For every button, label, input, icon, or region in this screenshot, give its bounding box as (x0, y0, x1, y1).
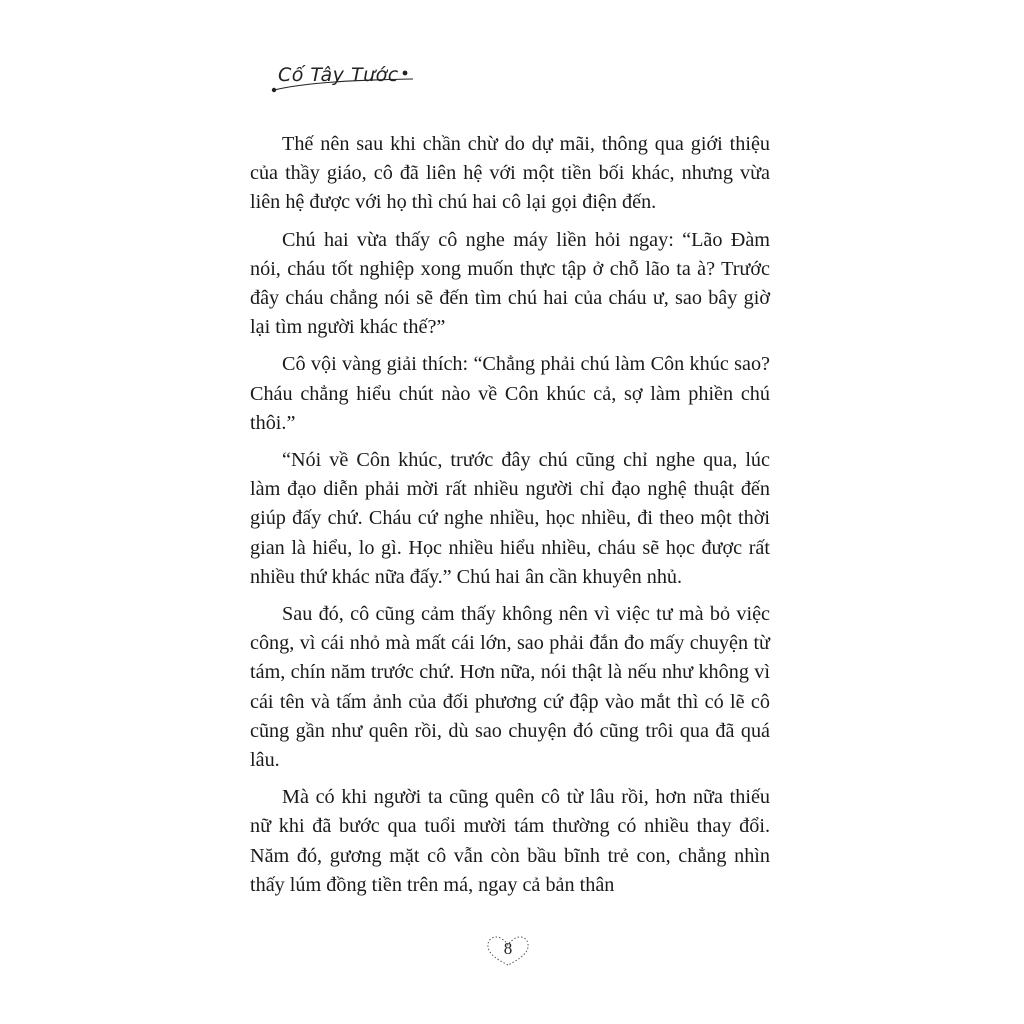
paragraph: Mà có khi người ta cũng quên cô từ lâu rồi, hơn nữa thiếu nữ khi đã bước qua tuổi mười tám thường có nhiều thay đổi. Năm đó, gương mặt cô vẫn còn bầu bĩnh trẻ con, chẳng nhìn thấy lúm đồng tiền trên má, ngay cả bản thân (250, 786, 770, 896)
running-header (268, 62, 428, 98)
book-title: Cố Tây Tước (278, 64, 399, 86)
page-body-text (250, 130, 770, 908)
page-number-badge (484, 932, 532, 968)
paragraph: Thế nên sau khi chần chừ do dự mãi, thông qua giới thiệu của thầy giáo, cô đã liên hệ với một tiền bối khác, nhưng vừa liên hệ được với họ thì chú hai cô lại gọi điện đến. (250, 133, 770, 214)
paragraph: “Nói về Côn khúc, trước đây chú cũng chỉ nghe qua, lúc làm đạo diễn phải mời rất nhiều người chỉ đạo nghệ thuật đến giúp đấy chứ. Cháu cứ nghe nhiều, học nhiều, đi theo một thời gian là hiểu, lo gì. Học nhiều hiểu nhiều, cháu sẽ học được rất nhiều thứ khác nữa đấy.” Chú hai ân cần khuyên nhủ. (250, 449, 770, 588)
paragraph: Sau đó, cô cũng cảm thấy không nên vì việc tư mà bỏ việc công, vì cái nhỏ mà mất cái lớn, sao phải đắn đo mấy chuyện từ tám, chín năm trước chứ. Hơn nữa, nói thật là nếu như không vì cái tên và tấm ảnh của đối phương cứ đập vào mắt thì có lẽ cô cũng gần như quên rồi, dù sao chuyện đó cũng trôi qua đã quá lâu. (250, 603, 770, 772)
page-number: 8 (503, 939, 513, 958)
paragraph: Cô vội vàng giải thích: “Chẳng phải chú làm Côn khúc sao? Cháu chẳng hiểu chút nào về Côn khúc cả, sợ làm phiền chú thôi.” (250, 353, 770, 434)
paragraph: Chú hai vừa thấy cô nghe máy liền hỏi ngay: “Lão Đàm nói, cháu tốt nghiệp xong muốn thực tập ở chỗ lão ta à? Trước đây cháu chẳng nói sẽ đến tìm chú hai của cháu ư, sao bây giờ lại tìm người khác thế?” (250, 228, 770, 339)
